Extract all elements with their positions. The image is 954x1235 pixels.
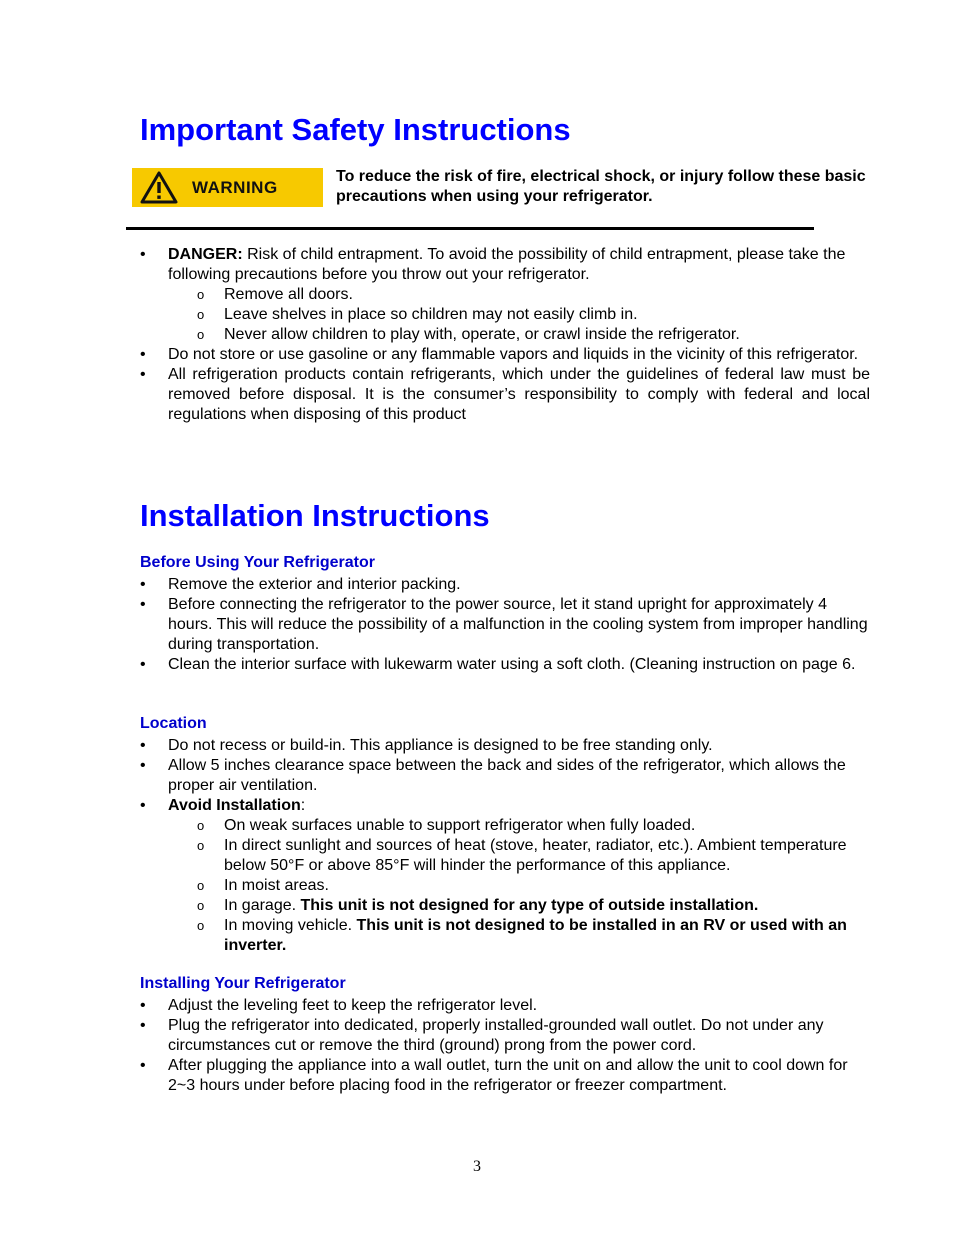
list-item: • Do not store or use gasoline or any flammable vapors and liquids in the vicinity of this refrigerator. xyxy=(140,345,870,365)
avoid-subitem: o On weak surfaces unable to support refrigerator when fully loaded. xyxy=(140,816,870,836)
safety-title: Important Safety Instructions xyxy=(140,112,571,147)
list-item: • After plugging the appliance into a wall outlet, turn the unit on and allow the unit to cool down for 2~3 hours under before placing food in the refrigerator or freezer compartment. xyxy=(140,1056,870,1096)
warning-label: WARNING xyxy=(192,177,278,197)
list-item: • Allow 5 inches clearance space between the back and sides of the refrigerator, which allows the proper air ventilation. xyxy=(140,756,870,796)
list-item: • Plug the refrigerator into dedicated, properly installed-grounded wall outlet. Do not under any circumstances cut or remove the third (ground) prong from the power cord. xyxy=(140,1016,870,1056)
avoid-subitem-garage xyxy=(140,896,870,916)
vehicle-bold: This unit is not designed to be installed in an RV or used with an inverter. xyxy=(224,917,847,954)
danger-item xyxy=(140,245,870,285)
list-item: • All refrigeration products contain refrigerants, which under the guidelines of federal law must be removed before disposal. It is the consumer’s responsibility to comply with federal and local regulations when disposing of this product xyxy=(140,365,870,425)
list-item: • Adjust the leveling feet to keep the refrigerator level. xyxy=(140,996,870,1016)
avoid-label: Avoid Installation xyxy=(168,797,301,814)
avoid-subitem-vehicle xyxy=(140,916,870,956)
danger-subitem: o Leave shelves in place so children may not easily climb in. xyxy=(140,305,870,325)
warning-message: To reduce the risk of fire, electrical shock, or injury follow these basic precautions when using your refrigerator. xyxy=(336,168,866,205)
danger-label: DANGER: xyxy=(168,246,243,263)
vehicle-text: In moving vehicle. xyxy=(224,917,357,934)
avoid-subitem: o In moist areas. xyxy=(140,876,870,896)
list-item: • Remove the exterior and interior packing. xyxy=(140,575,870,595)
avoid-installation-item xyxy=(140,796,870,816)
garage-bold: This unit is not designed for any type of outside installation. xyxy=(300,897,759,914)
safety-list xyxy=(140,245,870,425)
list-item: • Do not recess or build-in. This appliance is designed to be free standing only. xyxy=(140,736,870,756)
warning-badge xyxy=(132,168,323,207)
danger-text: Risk of child entrapment. To avoid the possibility of child entrapment, please take the following precautions before you throw out your refrigerator. xyxy=(168,246,846,283)
page-number: 3 xyxy=(473,1158,481,1175)
avoid-colon: : xyxy=(300,797,306,814)
installing-list xyxy=(140,996,870,1096)
list-item: • Clean the interior surface with lukewarm water using a soft cloth. (Cleaning instruction on page 6. xyxy=(140,655,870,675)
danger-subitem: o Never allow children to play with, operate, or crawl inside the refrigerator. xyxy=(140,325,870,345)
warning-triangle-icon xyxy=(140,171,178,204)
garage-text: In garage. xyxy=(224,897,301,914)
before-using-list xyxy=(140,575,870,675)
location-heading: Location xyxy=(140,715,207,732)
installing-heading: Installing Your Refrigerator xyxy=(140,975,346,992)
danger-subitem: o Remove all doors. xyxy=(140,285,870,305)
location-list xyxy=(140,736,870,956)
installation-title: Installation Instructions xyxy=(140,498,490,533)
before-using-heading: Before Using Your Refrigerator xyxy=(140,554,376,571)
avoid-subitem: o In direct sunlight and sources of heat (stove, heater, radiator, etc.). Ambient temperature below 50°F or above 85°F will hinder the performance of this appliance. xyxy=(140,836,870,876)
divider xyxy=(126,227,814,230)
list-item: • Before connecting the refrigerator to the power source, let it stand upright for approximately 4 hours. This will reduce the possibility of a malfunction in the cooling system from improper handling during transportation. xyxy=(140,595,870,655)
